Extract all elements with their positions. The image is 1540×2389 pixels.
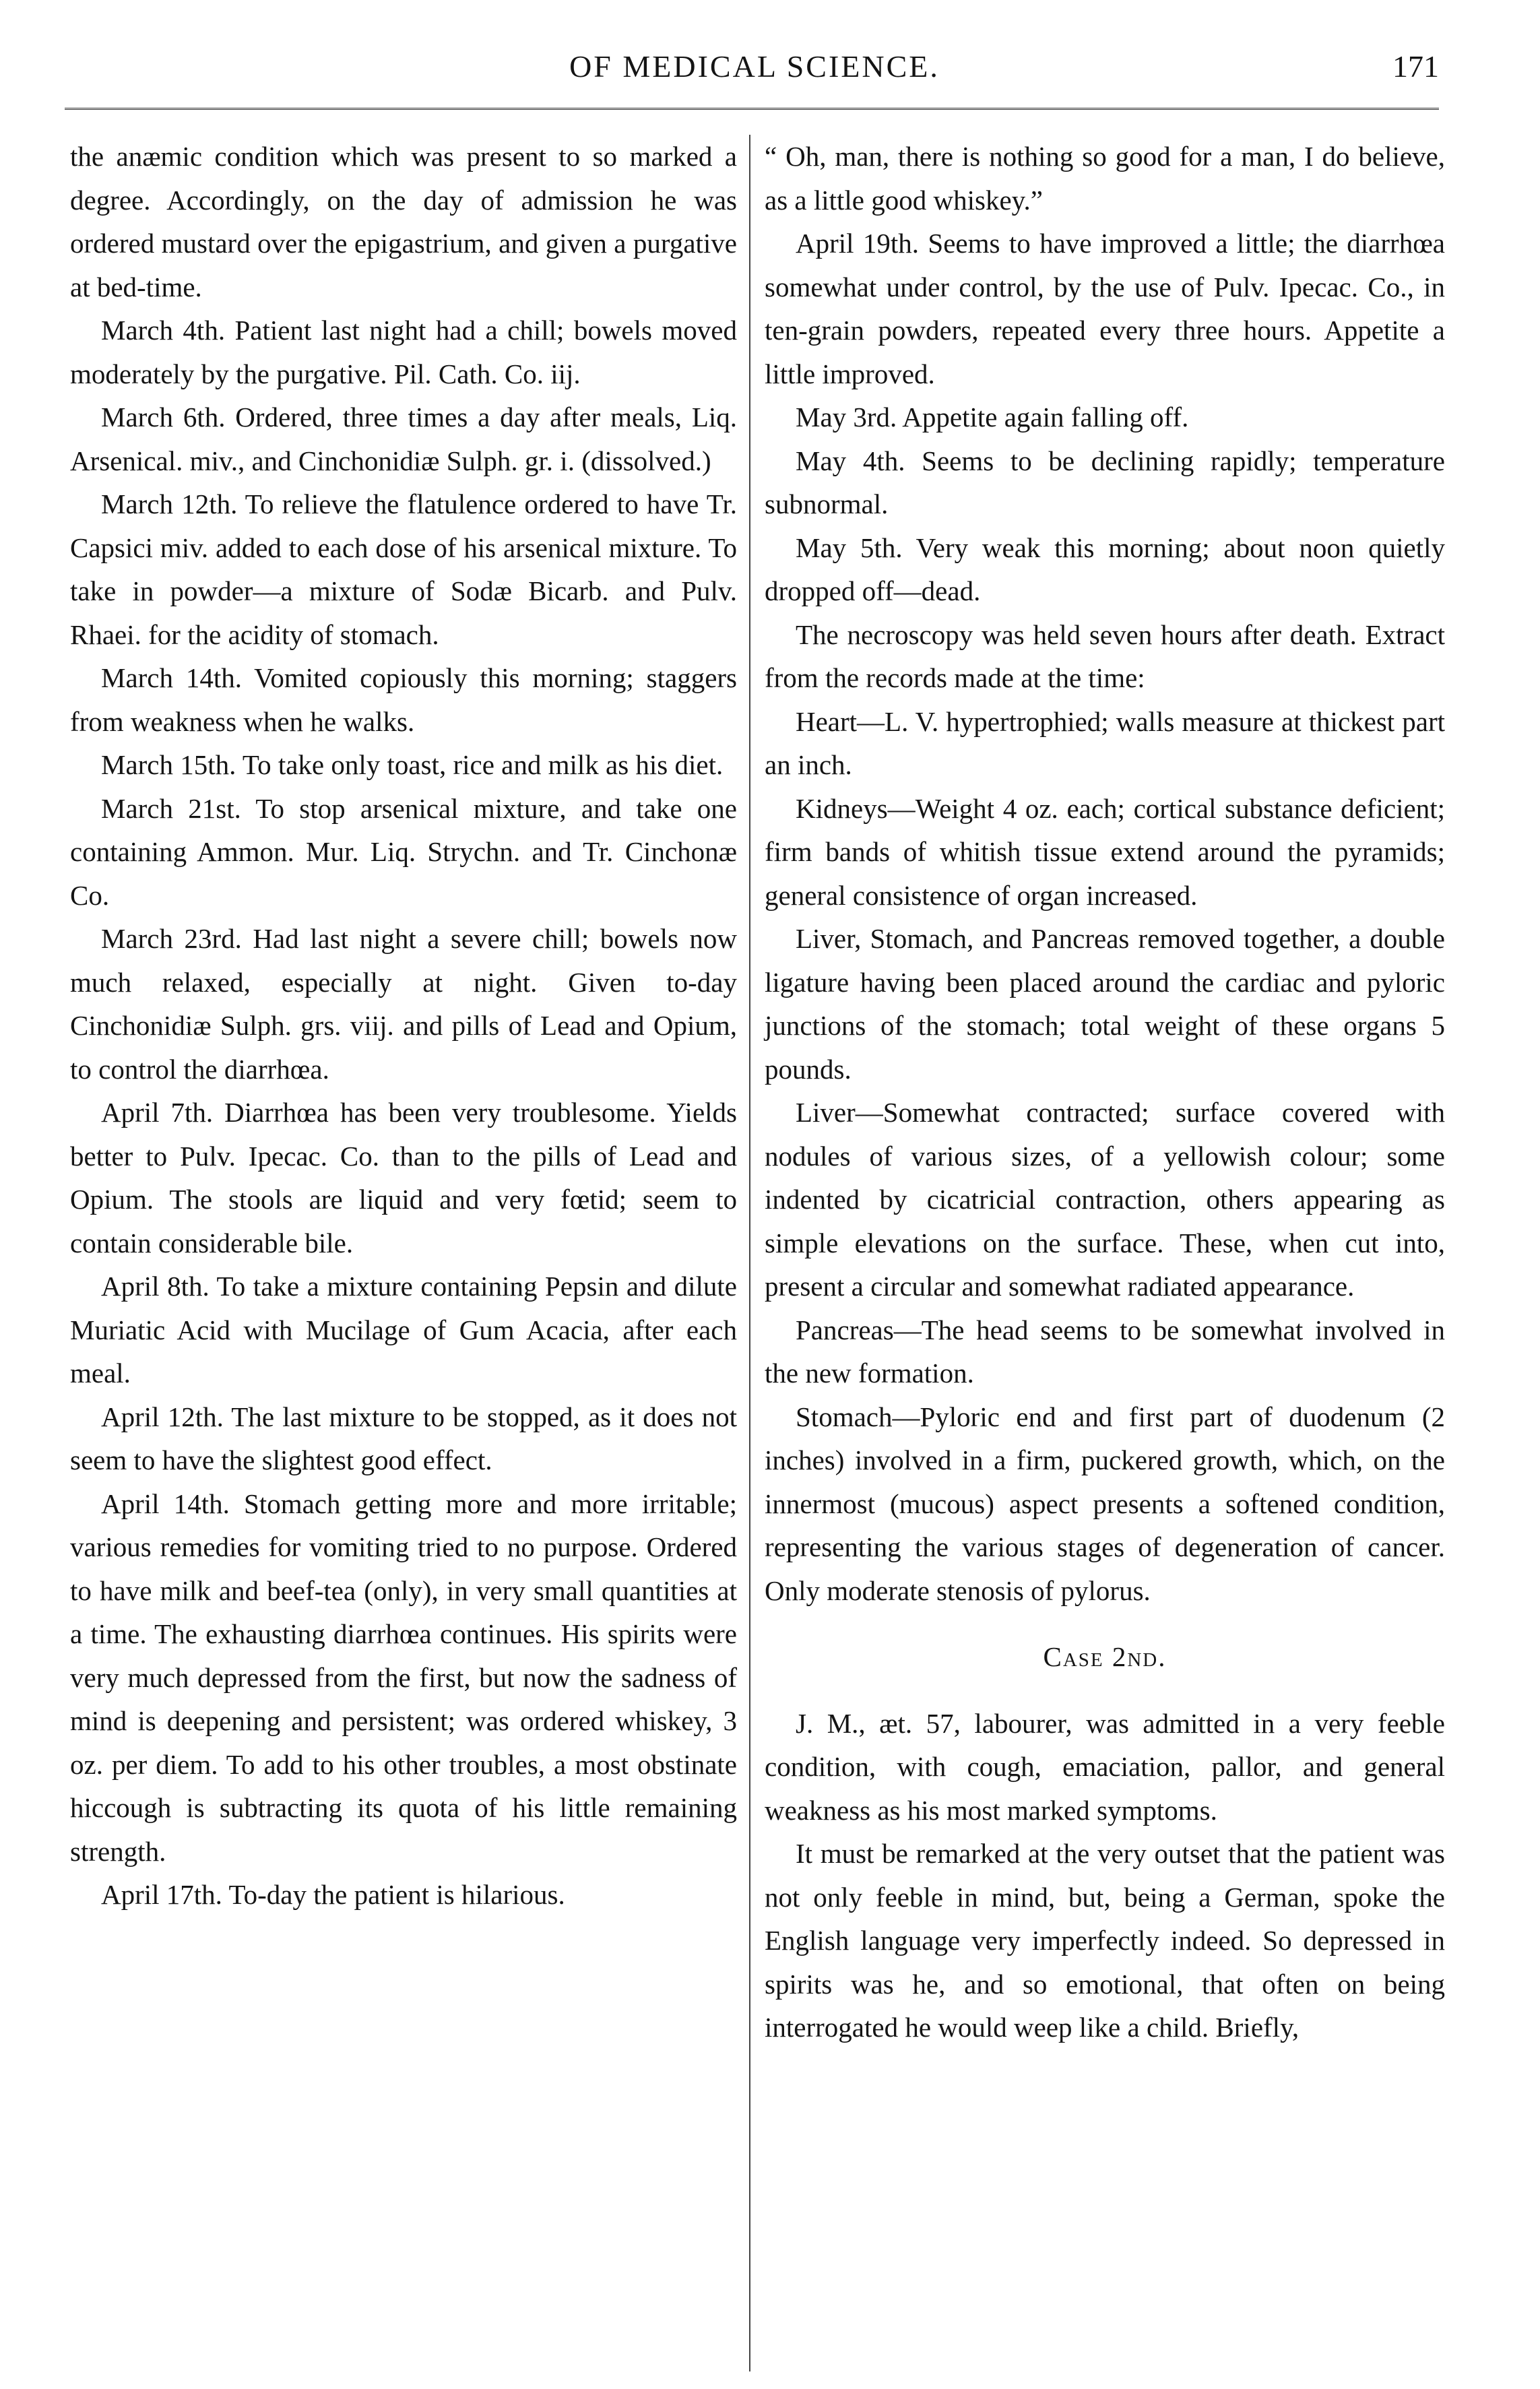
- paragraph: May 3rd. Appetite again falling off.: [796, 402, 1189, 433]
- column-divider: [749, 135, 750, 2371]
- paragraph: J. M., æt. 57, labourer, was admitted in a very feeble condition, with cough, emaciation, pallor, and general weakness as his most marked symptoms.: [765, 1707, 1445, 1826]
- paragraph: March 14th. Vomited copiously this morning; staggers from weakness when he walks.: [70, 662, 737, 737]
- paragraph: It must be remarked at the very outset that the patient was not only feeble in mind, but, being a German, spoke the English language very imperfectly indeed. So depressed in spirits was he, and so emotional, that often on being interrogated he would weep like a child. Briefly,: [765, 1838, 1445, 2043]
- paragraph: Heart—L. V. hypertrophied; walls measure at thickest part an inch.: [765, 705, 1445, 780]
- left-column: [70, 135, 737, 1917]
- paragraph: “ Oh, man, there is nothing so good for a man, I do believe, as a little good whiskey.”: [765, 141, 1445, 216]
- running-title: OF MEDICAL SCIENCE.: [569, 49, 940, 84]
- paragraph: Liver—Somewhat contracted; surface covered with nodules of various sizes, of a yellowish colour; some indented by cicatricial contraction, others appearing as simple elevations on the surface. These, when cut into, present a circular and somewhat radiated appearance.: [765, 1097, 1445, 1302]
- paragraph: Liver, Stomach, and Pancreas removed together, a double ligature having been placed around the cardiac and pyloric junctions of the stomach; total weight of these organs 5 pounds.: [765, 923, 1445, 1085]
- paragraph: May 4th. Seems to be declining rapidly; temperature subnormal.: [765, 445, 1445, 519]
- paragraph: March 6th. Ordered, three times a day after meals, Liq. Arsenical. miv., and Cinchonidiæ Sulph. gr. i. (dissolved.): [70, 402, 737, 476]
- paragraph: April 14th. Stomach getting more and more irritable; various remedies for vomiting tried to no purpose. Ordered to have milk and beef-tea (only), in very small quantities at a time. The exhausting diarrhœa continues. His spirits were very much depressed from the first, but now the sadness of mind is deepening and persistent; was ordered whiskey, 3 oz. per diem. To add to his other troubles, a most obstinate hiccough is subtracting its quota of his little remaining strength.: [70, 1488, 737, 1867]
- paragraph: March 15th. To take only toast, rice and milk as his diet.: [101, 749, 724, 780]
- paragraph: March 23rd. Had last night a severe chill; bowels now much relaxed, especially at night. Given to-day Cinchonidiæ Sulph. grs. viij. and pills of Lead and Opium, to control the diarrhœa.: [70, 923, 737, 1085]
- paragraph: the anæmic condition which was present to so marked a degree. Accordingly, on the day of admission he was ordered mustard over the epigastrium, and given a purgative at bed-time.: [70, 141, 737, 302]
- paragraph: April 17th. To-day the patient is hilarious.: [101, 1879, 565, 1910]
- paragraph: Kidneys—Weight 4 oz. each; cortical substance deficient; firm bands of whitish tissue extend around the pyramids; general consistence of organ increased.: [765, 792, 1445, 911]
- paragraph: March 12th. To relieve the flatulence ordered to have Tr. Capsici miv. added to each dose of his arsenical mixture. To take in powder—a mixture of Sodæ Bicarb. and Pulv. Rhaei. for the acidity of stomach.: [70, 488, 737, 650]
- running-head: [0, 49, 1540, 96]
- paragraph: March 4th. Patient last night had a chill; bowels moved moderately by the purgative. Pil. Cath. Co. iij.: [70, 315, 737, 389]
- paragraph: The necroscopy was held seven hours after death. Extract from the records made at the time:: [765, 618, 1445, 693]
- case-heading: Case 2nd.: [1043, 1641, 1167, 1672]
- header-rule: [65, 108, 1439, 110]
- right-column: [765, 135, 1445, 2049]
- paragraph: April 8th. To take a mixture containing Pepsin and dilute Muriatic Acid with Mucilage of Gum Acacia, after each meal.: [70, 1271, 737, 1389]
- paragraph: March 21st. To stop arsenical mixture, and take one containing Ammon. Mur. Liq. Strychn. and Tr. Cinchonæ Co.: [70, 792, 737, 911]
- paragraph: April 19th. Seems to have improved a little; the diarrhœa somewhat under control, by the use of Pulv. Ipecac. Co., in ten-grain powders, repeated every three hours. Appetite a little improved.: [765, 228, 1445, 389]
- paragraph: April 12th. The last mixture to be stopped, as it does not seem to have the slightest good effect.: [70, 1401, 737, 1475]
- paragraph: April 7th. Diarrhœa has been very troublesome. Yields better to Pulv. Ipecac. Co. than to the pills of Lead and Opium. The stools are liquid and very fœtid; seem to contain considerable bile.: [70, 1097, 737, 1259]
- paragraph: Stomach—Pyloric end and first part of duodenum (2 inches) involved in a firm, puckered growth, which, on the innermost (mucous) aspect presents a softened condition, representing the various stages of degeneration of cancer. Only moderate stenosis of pylorus.: [765, 1401, 1445, 1606]
- paragraph: May 5th. Very weak this morning; about noon quietly dropped off—dead.: [765, 532, 1445, 606]
- paragraph: Pancreas—The head seems to be somewhat involved in the new formation.: [765, 1314, 1445, 1389]
- page-number: 171: [1392, 49, 1439, 84]
